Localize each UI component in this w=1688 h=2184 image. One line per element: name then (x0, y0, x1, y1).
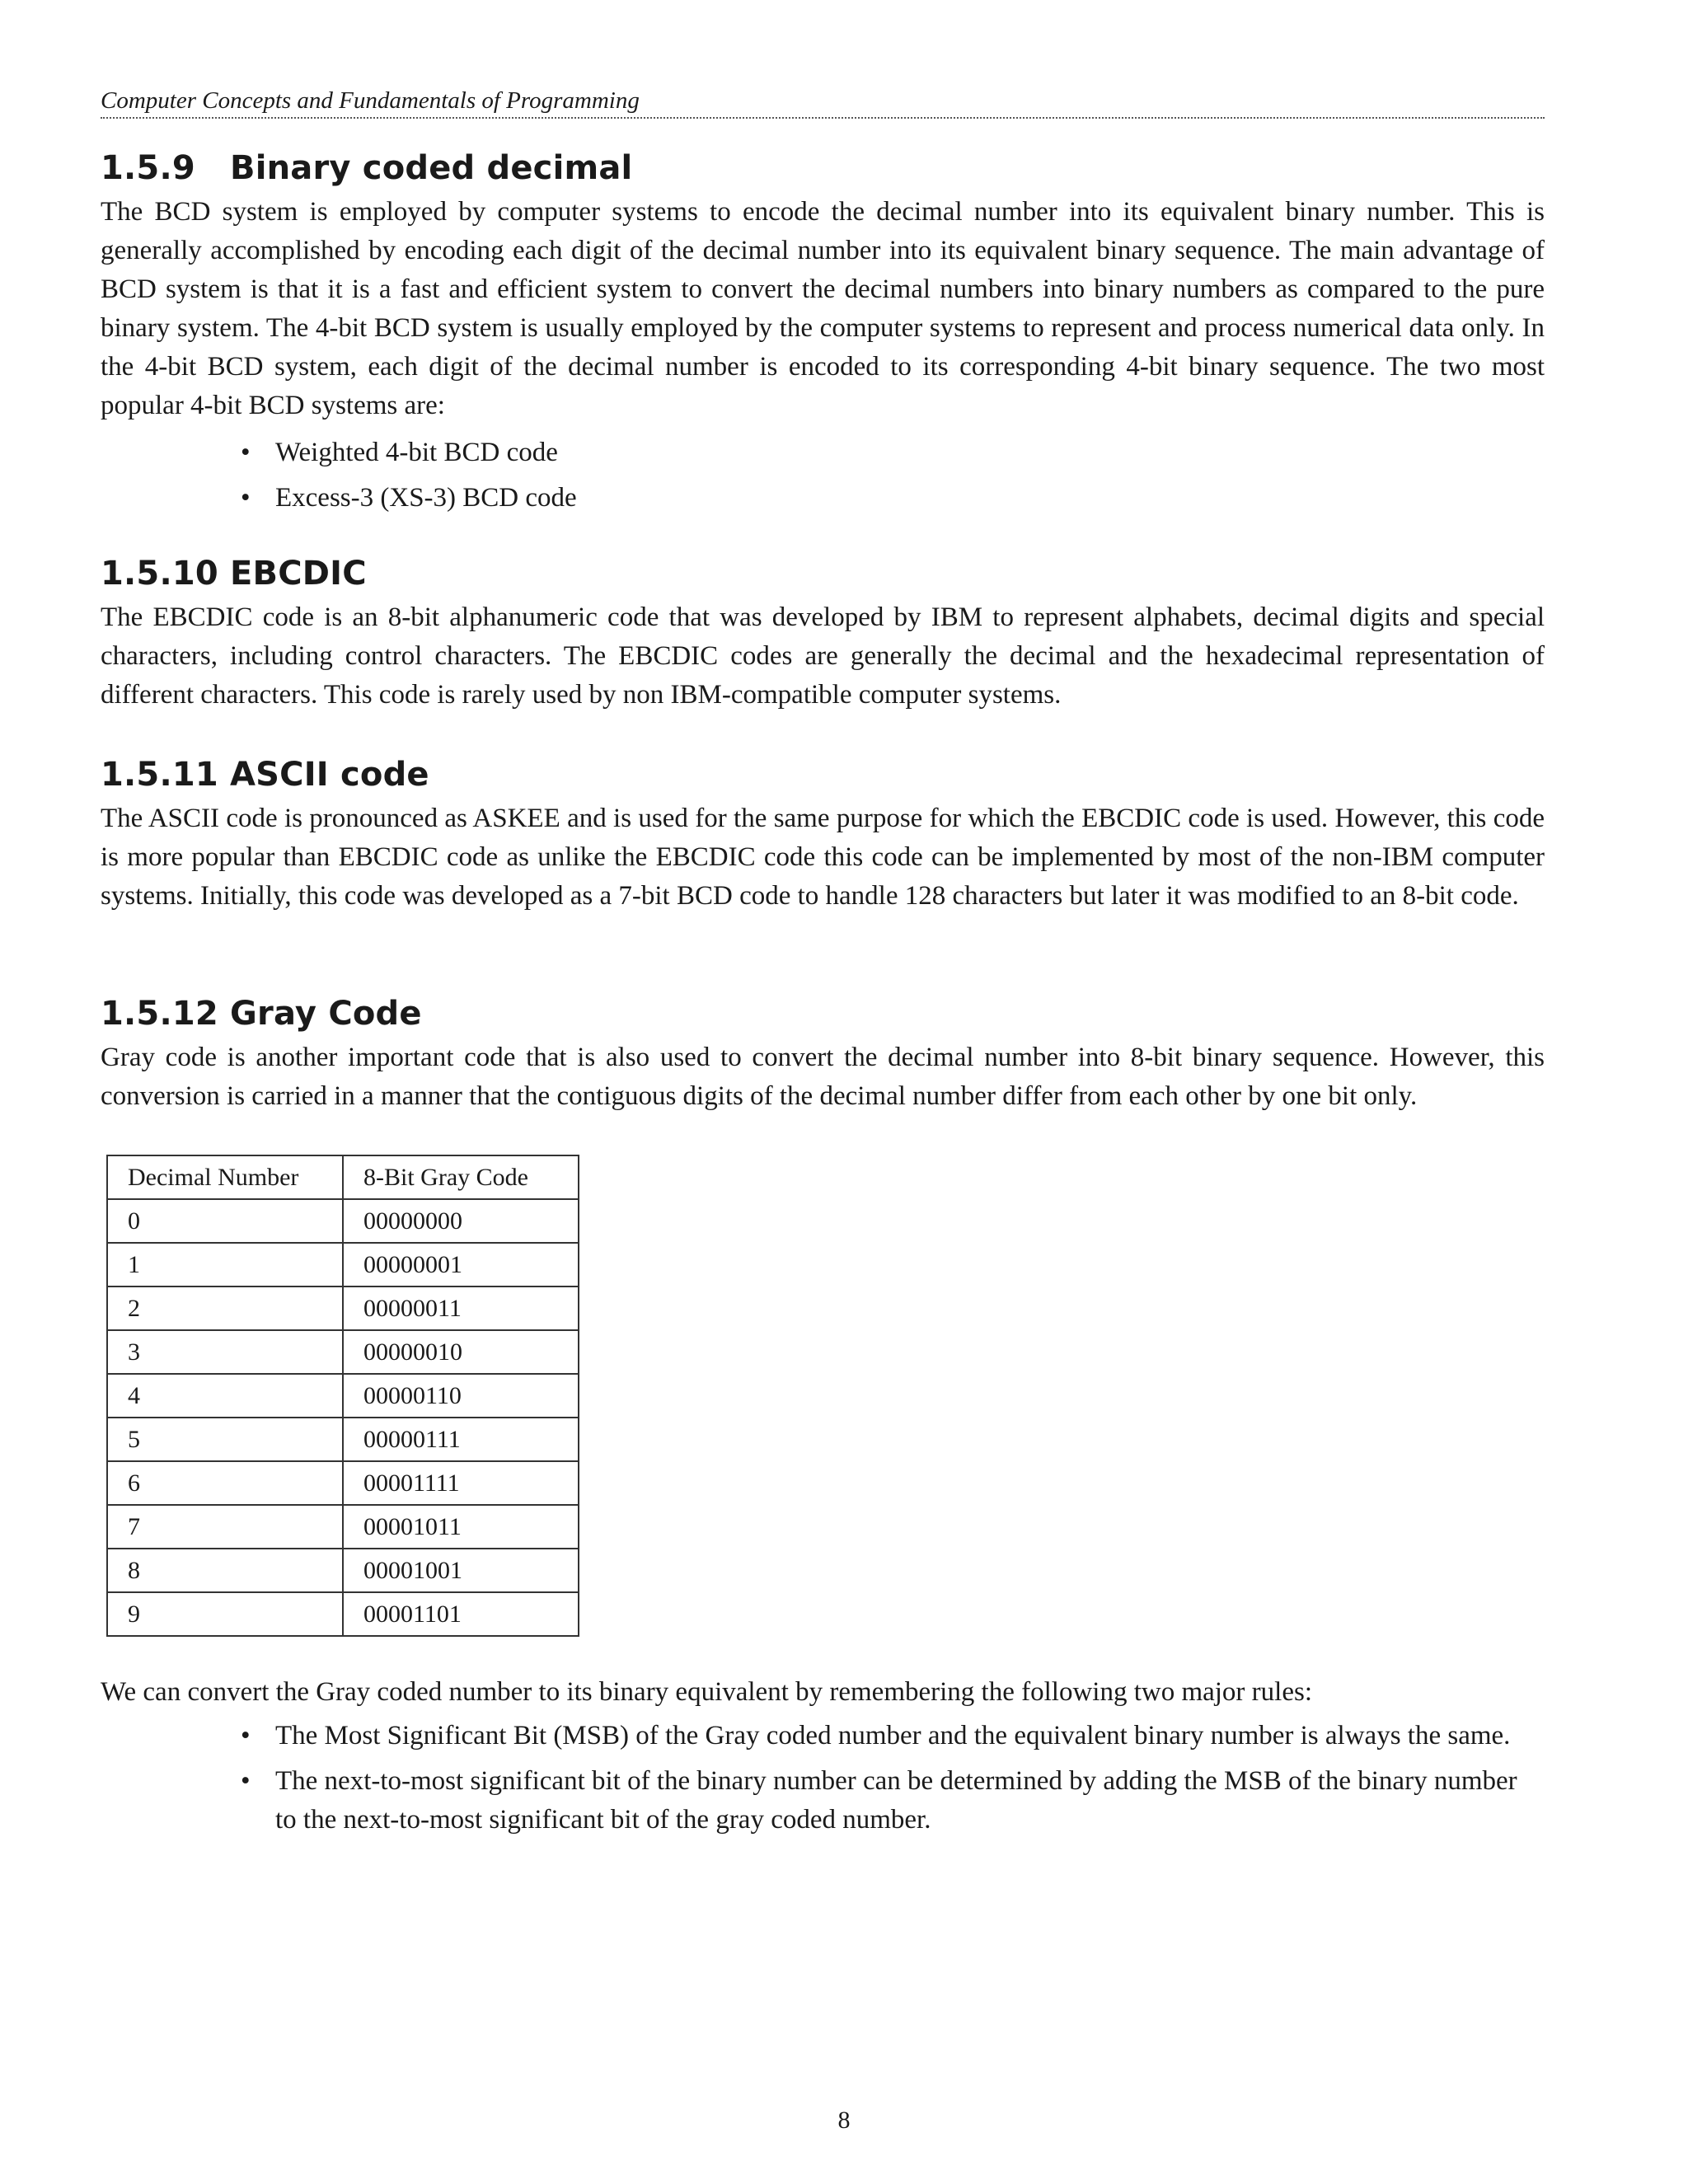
table-cell-decimal: 5 (107, 1418, 343, 1461)
section-heading (101, 552, 1545, 595)
list-item-text: Weighted 4-bit BCD code (275, 438, 558, 467)
section-ebcdic (101, 552, 1545, 715)
table-cell-decimal: 9 (107, 1592, 343, 1636)
table-cell-gray: 00000000 (343, 1199, 579, 1243)
section-paragraph: Gray code is another important code that is also used to convert the decimal number into 8-bit binary sequence. However, this conversion is carried in a manner that the contiguous digits of the decimal number differ from each other by one bit only. (101, 1043, 1545, 1111)
table-row (107, 1330, 579, 1374)
section-ascii-code (101, 753, 1545, 916)
table-cell-decimal: 4 (107, 1374, 343, 1418)
table-header-row (107, 1155, 579, 1199)
section-title: ASCII code (230, 756, 429, 794)
table-cell-decimal: 6 (107, 1461, 343, 1505)
table-cell-decimal: 2 (107, 1286, 343, 1330)
table-header-cell: 8-Bit Gray Code (343, 1155, 579, 1199)
list-item-text: The next-to-most significant bit of the binary number can be determined by adding the MSB of the binary number to the next-to-most significant bit of the gray coded number. (275, 1766, 1517, 1835)
section-binary-coded-decimal (101, 147, 1545, 524)
section-heading (101, 992, 1545, 1035)
section-number: 1.5.12 (101, 995, 218, 1033)
section-paragraph: The BCD system is employed by computer systems to encode the decimal number into its equivalent binary number. This is generally accomplished by encoding each digit of the decimal number into its equivalent binary sequence. The main advantage of BCD system is that it is a fast and efficient system to convert the decimal numbers into binary numbers as compared to the pure binary system. The 4-bit BCD system is usually employed by the computer systems to represent and process numerical data only. In the 4-bit BCD system, each digit of the decimal number is encoded to its corresponding 4-bit binary sequence. The two most popular 4-bit BCD systems are: (101, 197, 1545, 420)
table-cell-gray: 00000011 (343, 1286, 579, 1330)
section-number: 1.5.9 (101, 149, 195, 187)
section-number: 1.5.10 (101, 555, 218, 593)
table-cell-decimal: 7 (107, 1505, 343, 1549)
table-cell-gray: 00001001 (343, 1549, 579, 1592)
section-heading (101, 753, 1545, 796)
list-item (101, 1717, 1545, 1755)
section-heading (101, 147, 1545, 190)
running-header: Computer Concepts and Fundamentals of Programming (101, 86, 1545, 119)
bullet-icon: • (241, 1766, 251, 1796)
section-title: Binary coded decimal (230, 149, 633, 187)
list-item (101, 479, 1545, 518)
table-row (107, 1418, 579, 1461)
table-row (107, 1592, 579, 1636)
table-cell-gray: 00001111 (343, 1461, 579, 1505)
table-cell-decimal: 1 (107, 1243, 343, 1286)
section-paragraph: The EBCDIC code is an 8-bit alphanumeric code that was developed by IBM to represent alphabets, decimal digits and special characters, including control characters. The EBCDIC codes are generally the decimal and the hexadecimal representation of different characters. This code is rarely used by non IBM-compatible computer systems. (101, 602, 1545, 710)
bullet-list (101, 434, 1545, 518)
bullet-icon: • (241, 438, 251, 467)
section-paragraph: The ASCII code is pronounced as ASKEE and is used for the same purpose for which the EBCDIC code is used. However, this code is more popular than EBCDIC code as unlike the EBCDIC code this code can be implemented by most of the non-IBM computer systems. Initially, this code was developed as a 7-bit BCD code to handle 128 characters but later it was modified to an 8-bit code. (101, 804, 1545, 911)
gray-code-table (106, 1155, 579, 1637)
section-number: 1.5.11 (101, 756, 218, 794)
table-cell-gray: 00000110 (343, 1374, 579, 1418)
table-row (107, 1243, 579, 1286)
table-row (107, 1549, 579, 1592)
table-cell-decimal: 0 (107, 1199, 343, 1243)
page-number: 8 (837, 2107, 851, 2134)
table-cell-gray: 00000111 (343, 1418, 579, 1461)
gray-conversion-rules (101, 1673, 1545, 1846)
section-gray-code (101, 992, 1545, 1116)
list-item-text: The Most Significant Bit (MSB) of the Gray coded number and the equivalent binary number is always the same. (275, 1721, 1511, 1750)
table-cell-decimal: 3 (107, 1330, 343, 1374)
bullet-icon: • (241, 483, 251, 513)
section-title: Gray Code (230, 995, 422, 1033)
table-cell-gray: 00000010 (343, 1330, 579, 1374)
rules-intro-paragraph: We can convert the Gray coded number to its binary equivalent by remembering the following two major rules: (101, 1677, 1312, 1707)
table-header-cell: Decimal Number (107, 1155, 343, 1199)
section-title: EBCDIC (230, 555, 367, 593)
list-item (101, 1762, 1545, 1840)
rules-bullet-list (101, 1717, 1545, 1840)
table-cell-gray: 00001101 (343, 1592, 579, 1636)
table-cell-gray: 00000001 (343, 1243, 579, 1286)
table-row (107, 1505, 579, 1549)
table-row (107, 1374, 579, 1418)
table-row (107, 1286, 579, 1330)
table-row (107, 1461, 579, 1505)
table-cell-gray: 00001011 (343, 1505, 579, 1549)
table-cell-decimal: 8 (107, 1549, 343, 1592)
list-item (101, 434, 1545, 472)
bullet-icon: • (241, 1721, 251, 1750)
list-item-text: Excess-3 (XS-3) BCD code (275, 483, 577, 513)
table-row (107, 1199, 579, 1243)
